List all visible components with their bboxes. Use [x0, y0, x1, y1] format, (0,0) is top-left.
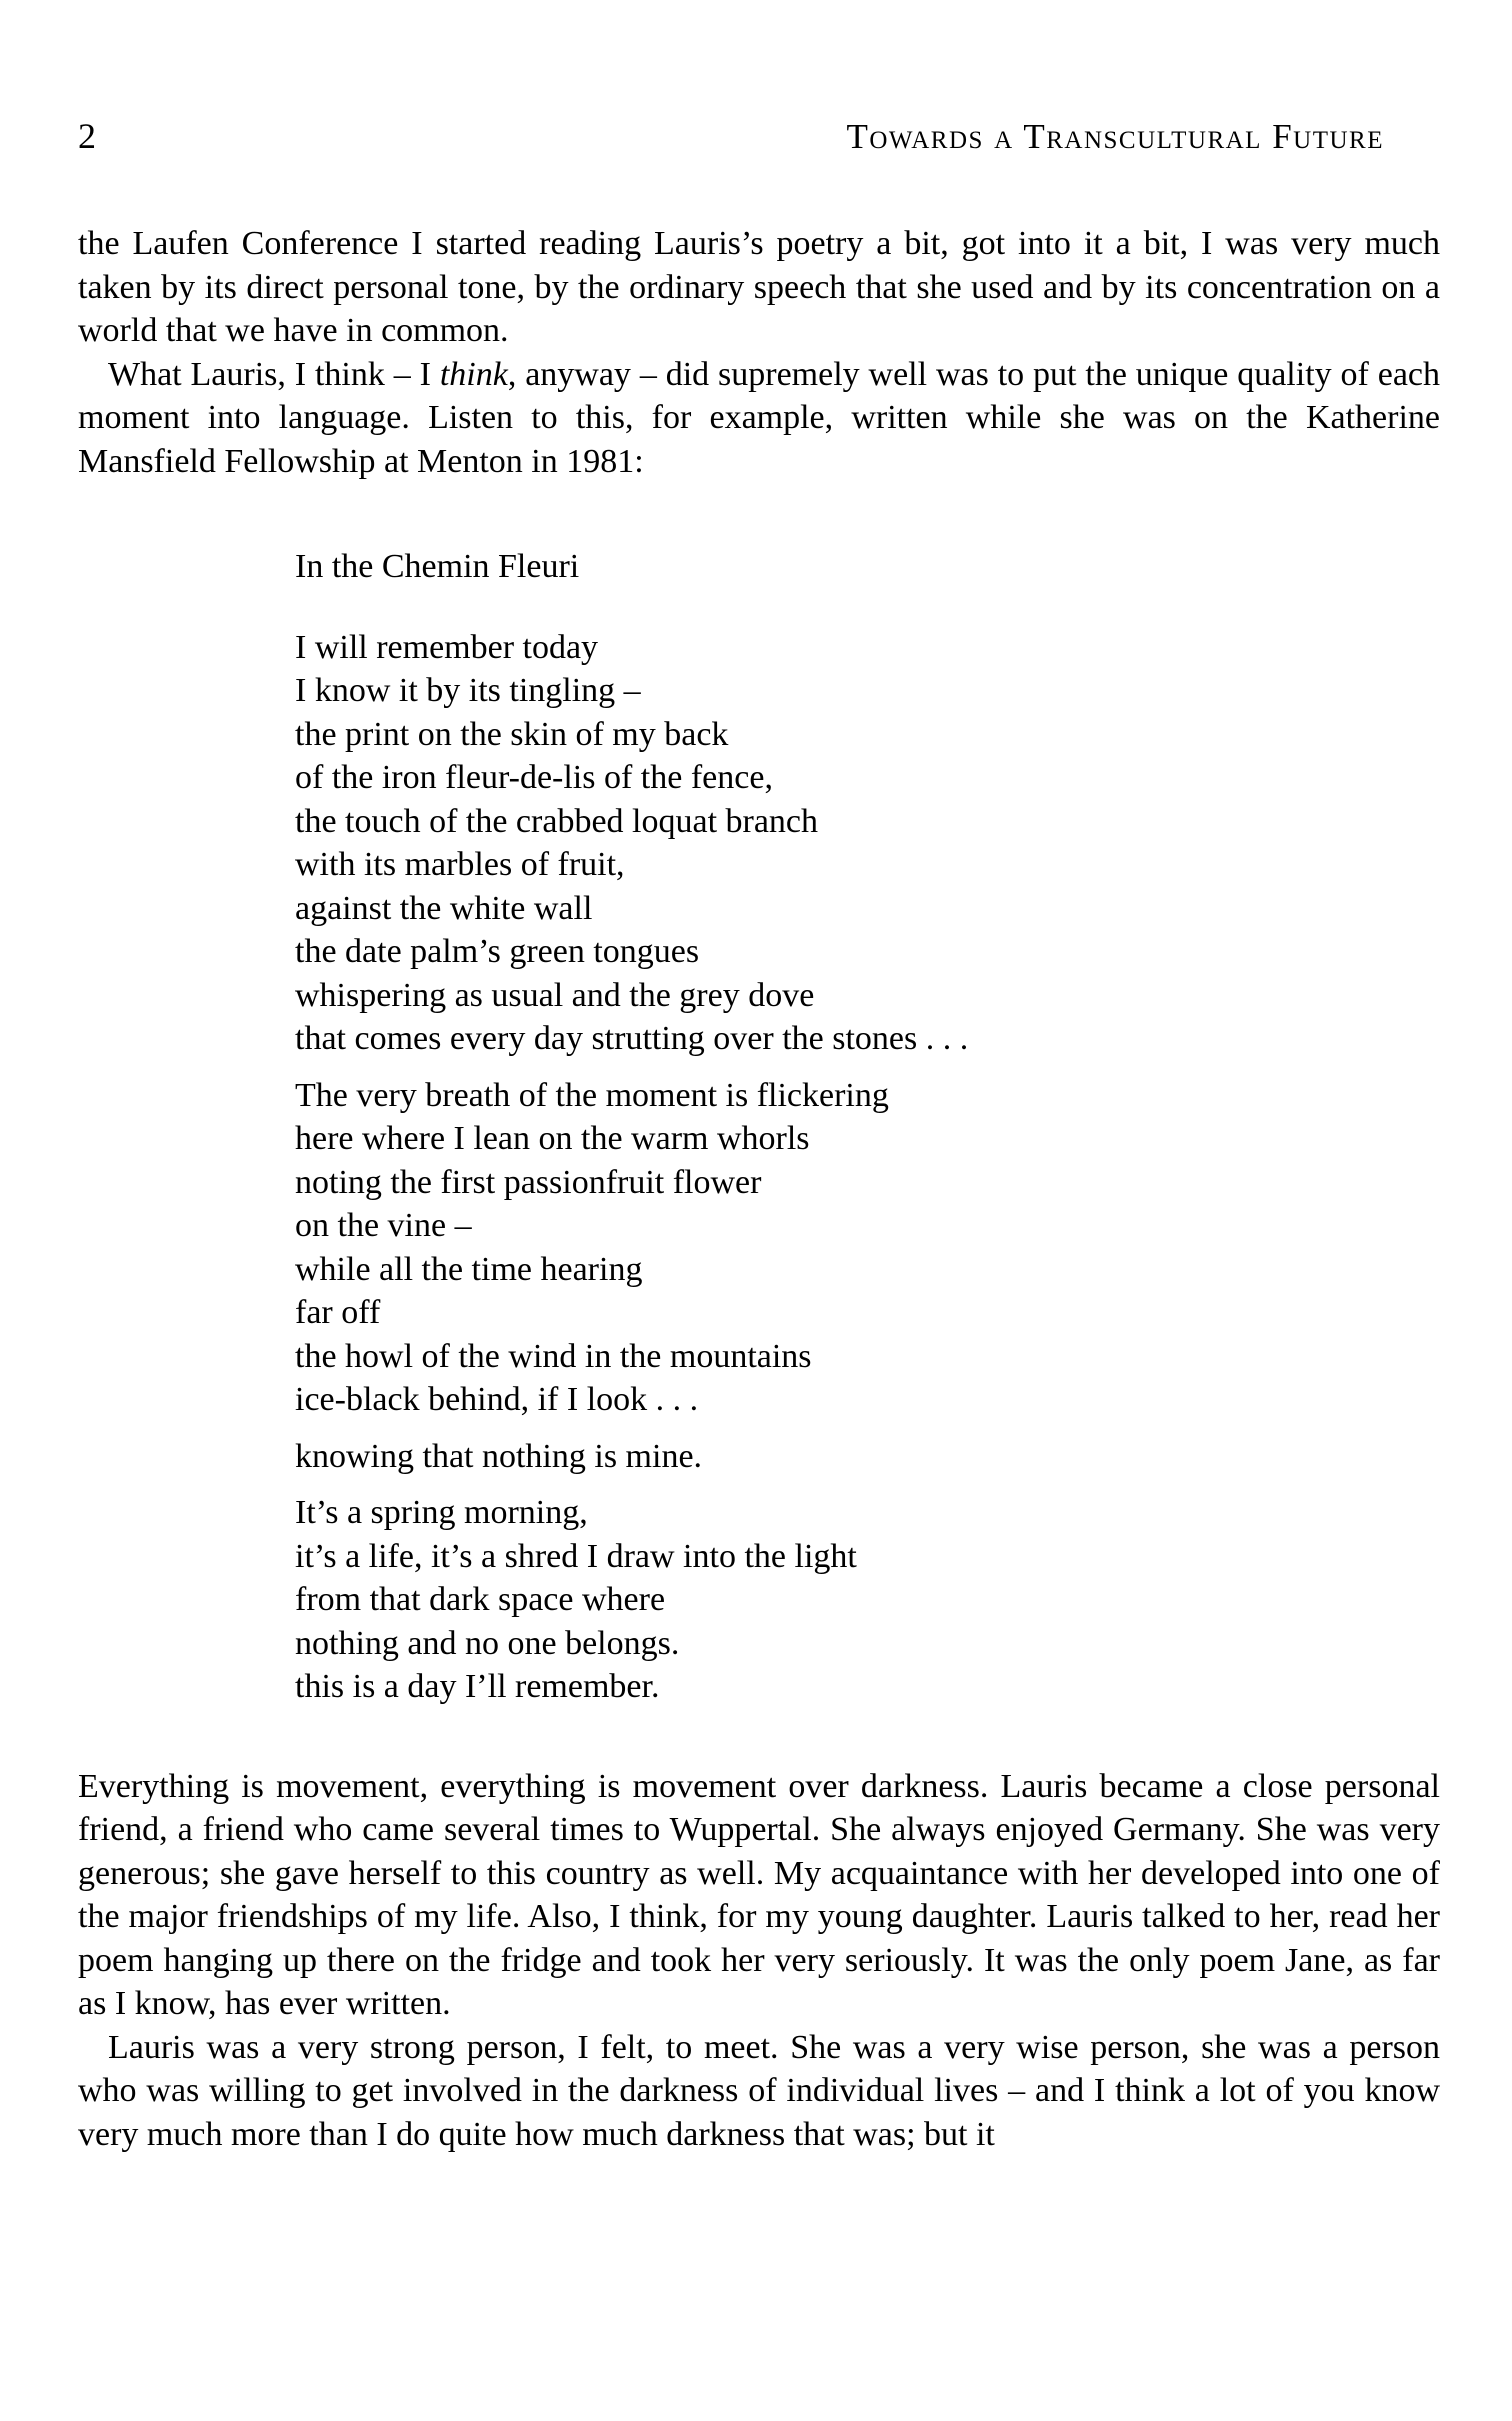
poem [295, 545, 1440, 1709]
poem-line: noting the first passionfruit flower [295, 1163, 762, 1201]
running-head [78, 118, 1440, 154]
paragraph-3: Everything is movement, everything is movement over darkness. Lauris became a close personal friend, a friend who came several times to Wuppertal. She always enjoyed Germany. She was very generous; she gave herself to this country as well. My acquaintance with her developed into one of the major friendships of my life. Also, I think, for my young daughter. Lauris talked to her, read her poem hanging up there on the fridge and took her very seriously. It was the only poem Jane, as far as I know, has ever written. [78, 1767, 1440, 2022]
poem-stanza [295, 1491, 1440, 1709]
poem-line: the touch of the crabbed loquat branch [295, 802, 819, 840]
poem-line: while all the time hearing [295, 1250, 643, 1288]
poem-line: this is a day I’ll remember. [295, 1668, 660, 1705]
running-title: Towards a Transcultural Future [846, 117, 1384, 156]
poem-line: I will remember today [295, 628, 599, 666]
paragraph-2-before-italic: What Lauris, I think – I [108, 355, 440, 393]
poem-stanzas [295, 626, 1440, 1709]
body-text [78, 222, 1440, 2156]
poem-line: It’s a spring morning, [295, 1494, 588, 1531]
poem-line: on the vine – [295, 1207, 472, 1244]
poem-line: the date palm’s green tongues [295, 933, 700, 970]
poem-stanza [295, 626, 1440, 1061]
poem-line: against the white wall [295, 889, 593, 927]
poem-line: that comes every day strutting over the stones . . . [295, 1020, 969, 1057]
poem-line: far off [295, 1294, 381, 1331]
poem-line: of the iron fleur-de-lis of the fence, [295, 759, 773, 796]
poem-line: I know it by its tingling – [295, 672, 641, 709]
poem-stanza [295, 1435, 1440, 1479]
paragraph-1: the Laufen Conference I started reading Lauris’s poetry a bit, got into it a bit, I was very much taken by its direct personal tone, by the ordinary speech that she used and by its concentration on a world that we have in common. [78, 225, 1440, 349]
paragraph-4: Lauris was a very strong person, I felt, to meet. She was a very wise person, she was a person who was willing to get involved in the darkness of individual lives – and I think a lot of you know very much more than I do quite how much darkness that was; but it [78, 2028, 1440, 2153]
paragraph-2-after-italic: , anyway – did supremely well was to put the unique quality of each moment into language. Listen to this, for example, written while she was on the Katherine Mansfield Fellowship at Menton in 1981: [78, 355, 1440, 480]
poem-line: nothing and no one belongs. [295, 1624, 680, 1662]
poem-stanza [295, 1074, 1440, 1422]
poem-line: ice-black behind, if I look . . . [295, 1381, 699, 1418]
poem-line: the howl of the wind in the mountains [295, 1337, 812, 1375]
poem-line: the print on the skin of my back [295, 715, 729, 753]
poem-title: In the Chemin Fleuri [295, 548, 580, 585]
poem-line: from that dark space where [295, 1581, 666, 1618]
poem-line: knowing that nothing is mine. [295, 1437, 703, 1475]
poem-line: whispering as usual and the grey dove [295, 976, 815, 1014]
poem-line: it’s a life, it’s a shred I draw into the light [295, 1537, 857, 1575]
paragraph-2-italic-word: think [439, 355, 508, 393]
page-number: 2 [78, 116, 96, 156]
poem-line: The very breath of the moment is flickering [295, 1076, 889, 1114]
poem-line: with its marbles of fruit, [295, 846, 625, 883]
poem-line: here where I lean on the warm whorls [295, 1120, 810, 1157]
paragraph-2 [78, 353, 1440, 484]
